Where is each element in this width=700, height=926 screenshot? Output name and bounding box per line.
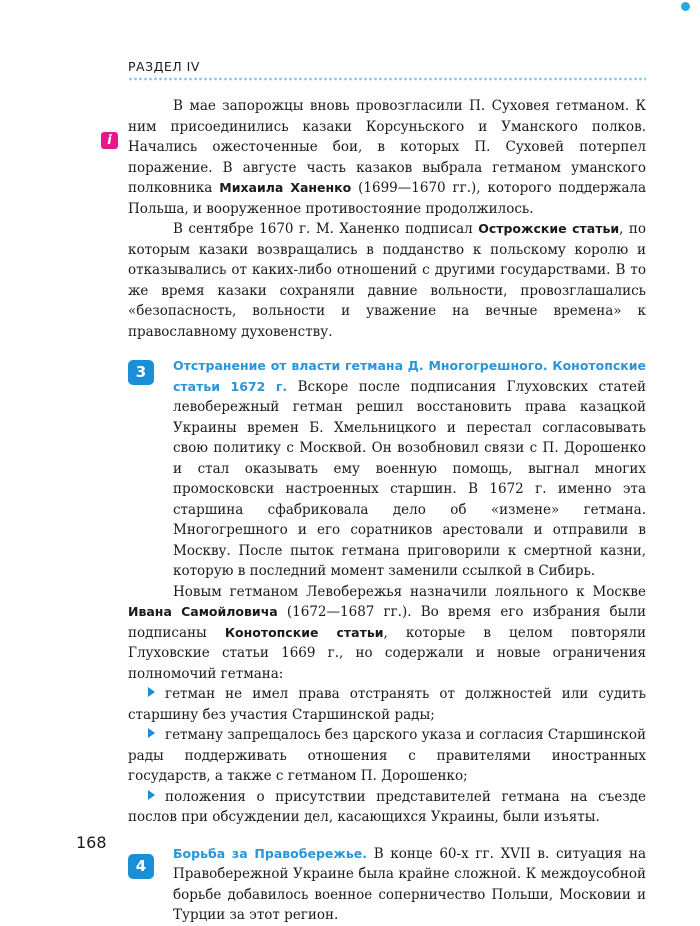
bullet-triangle-icon: [148, 687, 155, 697]
info-icon: i: [101, 132, 118, 149]
section-3: [128, 356, 646, 582]
list-item: положения о присутствии представителей гетмана на съезде послов при обсуждении дел, касающихся Украины, были изъяты.: [128, 788, 646, 825]
logo-dot-icon: [681, 2, 690, 11]
section-4-lead: Борьба за Правобережье. В конце 60-х гг. XVII в. ситуация на Правобережной Украине была крайне сложной. К междоусобной борьбе добавилось военное соперничество Польши, Московии и Турции за этот регион.: [173, 845, 646, 923]
section-4-badge: 4: [128, 854, 154, 879]
bullet-triangle-icon: [148, 728, 155, 738]
section-4-title: Борьба за Правобережье.: [173, 845, 367, 861]
list-item: гетман не имел права отстранять от должностей или судить старшину без участия Старшинской рады;: [128, 686, 646, 723]
page-number: 168: [76, 833, 107, 852]
paragraph-1: В мае запорожцы вновь провозгласили П. Суховея гетманом. К ним присоединились казаки Корсуньского и Уманского полков. Начались ожесточенные бои, в которых П. Суховей потерпел поражение. В августе часть казаков выбрала гетманом уманского полковника Михаила Ханенко (1699—1670 гг.), которого поддержала Польша, и вооруженное противостояние продолжилось.: [128, 98, 647, 217]
section-3-title: Отстранение от власти гетмана Д. Многогрешного. Конотопские статьи 1672 г.: [173, 358, 646, 394]
term-samoilovich: Ивана Самойловича: [128, 604, 278, 619]
section-header: РАЗДЕЛ IV: [128, 59, 200, 74]
term-khanenko: Михаила Ханенко: [219, 180, 352, 195]
list-item: гетману запрещалось без царского указа и согласия Старшинской рады поддерживать отношения с правителями иностранных государств, а также с гетманом П. Дорошенко;: [128, 727, 646, 784]
bullet-triangle-icon: [148, 790, 155, 800]
publisher-logo: [681, 2, 690, 11]
term-konotopskie-stati: Конотопские статьи: [224, 624, 384, 640]
section-3-paragraph-2: Новым гетманом Левобережья назначили лояльного к Москве Ивана Самойловича (1672—1687 гг.). Во время его избрания были подписаны Конотопские статьи, которые в целом повторяли Глуховские статьи 1669 г., но содержали и новые ограничения полномочий гетмана:: [128, 583, 646, 682]
section-3-lead: Отстранение от власти гетмана Д. Многогрешного. Конотопские статьи 1672 г. Вскоре после подписания Глуховских статей левобережный гетман решил восстановить права казацкой Украины времен Б. Хмельницкого и перестал согласовывать свою политику с Москвой. Он возобновил связи с П. Дорошенко и стал оказывать ему военную помощь, выгнал многих промосковски настроенных старшин. В 1672 г. именно эта старшина сфабриковала дело об «измене» гетмана. Многогрешного и его соратников арестовали и отправили в Москву. После пыток гетмана приговорили к смертной казни, которую в последний момент заменили ссылкой в Сибирь.: [173, 358, 646, 579]
term-ostrozhskie-stati: Острожские статьи: [478, 221, 620, 236]
page-content: [128, 96, 646, 926]
section-4: [128, 844, 646, 926]
paragraph-2: В сентябре 1670 г. М. Ханенко подписал Острожские статьи, по которым казаки возвращались в подданство к польскому королю и отказывались от каких-либо отношений с другими государствами. В то же время казаки сохраняли давние вольности, провозглашались «безопасность, вольности и уважение на вечные времена» к православному духовенству.: [128, 221, 646, 340]
header-dotted-rule: [128, 77, 646, 81]
section-3-badge: 3: [128, 360, 154, 385]
